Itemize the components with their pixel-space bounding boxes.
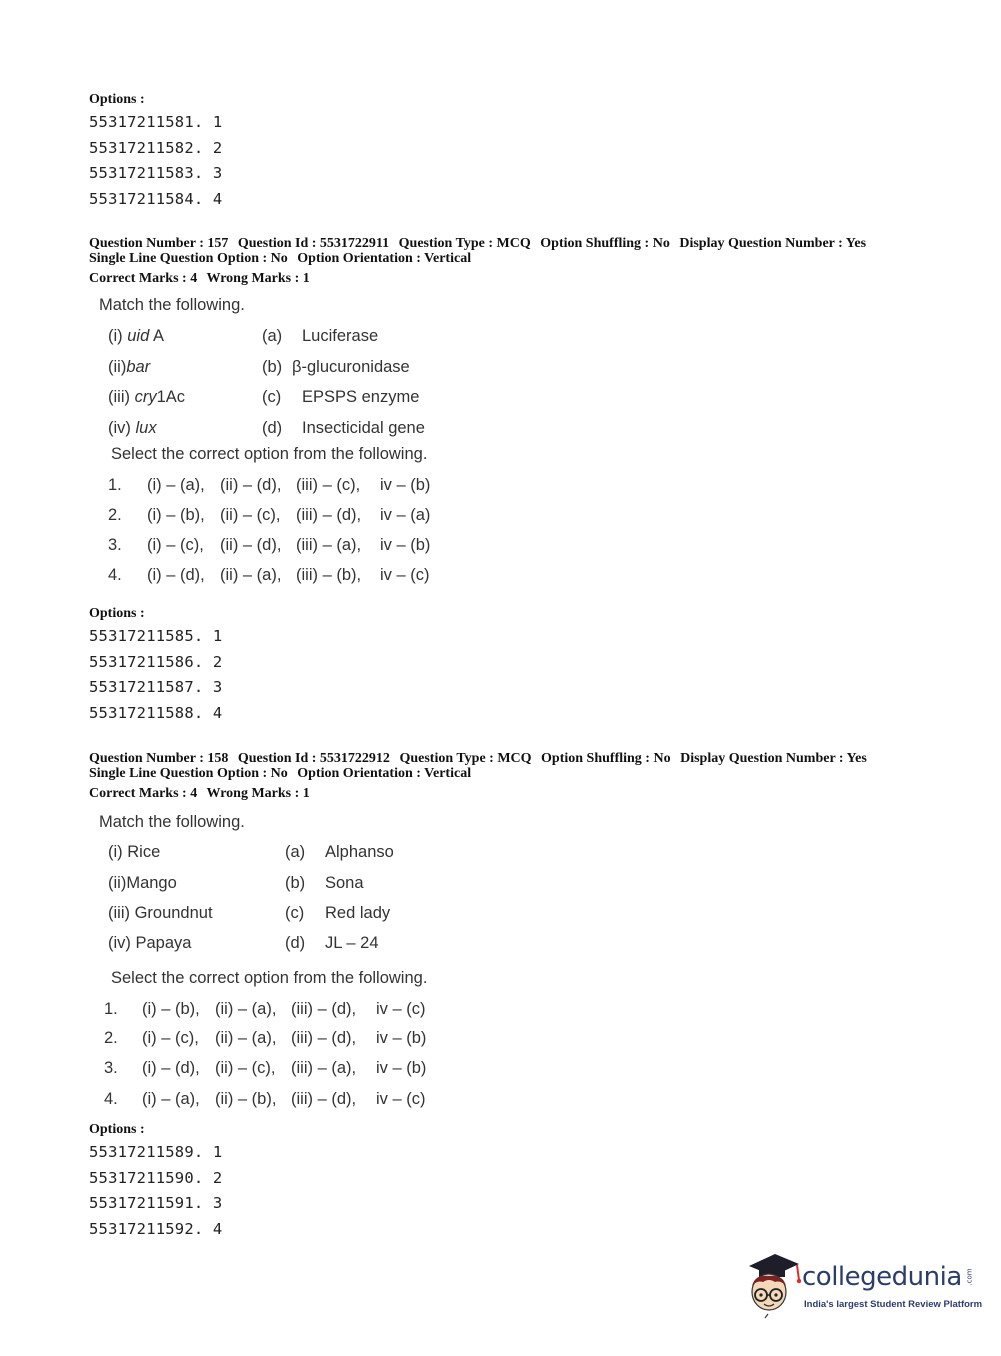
question-heading: Match the following. bbox=[99, 296, 245, 314]
answer-part: iv – (c) bbox=[376, 1090, 426, 1108]
marks-line bbox=[89, 786, 867, 801]
option-shuffling: Option Shuffling : No bbox=[541, 751, 671, 766]
meta-line-1 bbox=[89, 751, 867, 766]
correct-marks: Correct Marks : 4 bbox=[89, 271, 198, 286]
answer-part: (i) – (d), bbox=[147, 566, 205, 584]
meta-line-2 bbox=[89, 766, 867, 781]
answer-part: iv – (b) bbox=[380, 476, 431, 494]
meta-line-2 bbox=[89, 251, 866, 266]
options-list bbox=[89, 110, 222, 212]
correct-marks: Correct Marks : 4 bbox=[89, 786, 198, 801]
question-id: Question Id : 5531722912 bbox=[237, 751, 390, 766]
match-left-item: (iv) lux bbox=[108, 419, 157, 437]
match-right-letter: (a) bbox=[285, 843, 306, 861]
answer-number: 4. bbox=[104, 1090, 118, 1108]
question-157-options bbox=[89, 606, 222, 726]
options-label: Options : bbox=[89, 1122, 145, 1137]
answer-part: (i) – (a), bbox=[142, 1090, 200, 1108]
match-left-item: (ii)bar bbox=[108, 358, 151, 376]
mascot-icon bbox=[741, 1250, 801, 1320]
single-line-option: Single Line Question Option : No bbox=[89, 251, 288, 266]
question-id: Question Id : 5531722911 bbox=[237, 236, 390, 251]
display-question-number: Display Question Number : Yes bbox=[679, 236, 867, 251]
collegedunia-logo[interactable] bbox=[741, 1250, 983, 1320]
answer-part: (i) – (d), bbox=[142, 1059, 200, 1077]
answer-part: (i) – (b), bbox=[147, 506, 205, 524]
answer-part: (ii) – (b), bbox=[215, 1090, 277, 1108]
answer-part: (i) – (a), bbox=[147, 476, 205, 494]
option-item: 55317211588. 4 bbox=[89, 703, 223, 722]
display-question-number: Display Question Number : Yes bbox=[680, 751, 867, 766]
question-number: Question Number : 158 bbox=[89, 751, 229, 766]
question-158-meta bbox=[89, 751, 867, 801]
match-right-item: Luciferase bbox=[302, 327, 379, 345]
prev-options bbox=[89, 92, 222, 212]
match-right-item: Alphanso bbox=[325, 843, 394, 861]
answer-number: 1. bbox=[104, 1000, 118, 1018]
option-item: 55317211581. 1 bbox=[89, 113, 223, 131]
option-item: 55317211590. 2 bbox=[89, 1168, 223, 1187]
answer-part: (ii) – (a), bbox=[215, 1029, 277, 1047]
answer-number: 2. bbox=[104, 1029, 118, 1047]
match-left-item: (i) uid A bbox=[108, 327, 164, 345]
question-157-meta bbox=[89, 236, 866, 286]
option-item: 55317211587. 3 bbox=[89, 678, 223, 696]
answer-part: (iii) – (d), bbox=[291, 1090, 357, 1108]
option-item: 55317211591. 3 bbox=[89, 1194, 223, 1212]
question-158-options bbox=[89, 1122, 222, 1242]
answer-part: (i) – (c), bbox=[142, 1029, 199, 1047]
option-item: 55317211583. 3 bbox=[89, 164, 223, 182]
options-label: Options : bbox=[89, 606, 145, 621]
logo-tagline: India's largest Student Review Platform bbox=[804, 1299, 983, 1310]
options-list bbox=[89, 624, 222, 726]
marks-line bbox=[89, 271, 866, 286]
option-shuffling: Option Shuffling : No bbox=[540, 236, 670, 251]
option-item: 55317211586. 2 bbox=[89, 652, 223, 671]
match-right-item: Red lady bbox=[325, 904, 391, 922]
answer-number: 4. bbox=[108, 566, 122, 584]
question-number: Question Number : 157 bbox=[89, 236, 229, 251]
match-right-letter: (b) bbox=[285, 874, 306, 892]
answer-number: 2. bbox=[108, 506, 122, 524]
options-list bbox=[89, 1140, 222, 1242]
meta-line-1 bbox=[89, 236, 866, 251]
match-left-item: (ii)Mango bbox=[108, 874, 177, 892]
options-label: Options : bbox=[89, 92, 145, 107]
match-left-item: (iii) Groundnut bbox=[108, 904, 213, 922]
option-item: 55317211584. 4 bbox=[89, 189, 223, 208]
option-item: 55317211585. 1 bbox=[89, 627, 223, 645]
logo-suffix: .com bbox=[965, 1268, 974, 1286]
answer-part: (iii) – (a), bbox=[291, 1059, 357, 1077]
answer-part: (iii) – (d), bbox=[291, 1000, 357, 1018]
match-right-letter: (c) bbox=[262, 388, 282, 406]
answer-part: iv – (c) bbox=[380, 566, 430, 584]
answer-number: 1. bbox=[108, 476, 122, 494]
option-item: 55317211592. 4 bbox=[89, 1219, 223, 1238]
match-left-item: (iv) Papaya bbox=[108, 934, 192, 952]
answer-part: iv – (c) bbox=[376, 1000, 426, 1018]
single-line-option: Single Line Question Option : No bbox=[89, 766, 288, 781]
answer-part: (ii) – (d), bbox=[220, 476, 282, 494]
wrong-marks: Wrong Marks : 1 bbox=[206, 786, 310, 801]
option-orientation: Option Orientation : Vertical bbox=[297, 766, 472, 781]
wrong-marks: Wrong Marks : 1 bbox=[206, 271, 310, 286]
answer-part: (ii) – (c), bbox=[215, 1059, 276, 1077]
answer-part: (ii) – (a), bbox=[215, 1000, 277, 1018]
answer-part: (ii) – (a), bbox=[220, 566, 282, 584]
question-heading: Match the following. bbox=[99, 813, 245, 831]
answer-part: (iii) – (a), bbox=[296, 536, 362, 554]
match-right-item: Sona bbox=[325, 874, 364, 892]
answer-part: (iii) – (b), bbox=[296, 566, 362, 584]
answer-number: 3. bbox=[104, 1059, 118, 1077]
answer-part: (iii) – (d), bbox=[291, 1029, 357, 1047]
answer-number: 3. bbox=[108, 536, 122, 554]
match-right-letter: (d) bbox=[285, 934, 306, 952]
answer-part: iv – (b) bbox=[380, 536, 431, 554]
answer-part: (iii) – (c), bbox=[296, 476, 361, 494]
answer-part: (iii) – (d), bbox=[296, 506, 362, 524]
match-left-item: (iii) cry1Ac bbox=[108, 388, 186, 406]
select-instruction: Select the correct option from the following. bbox=[111, 969, 428, 987]
select-instruction: Select the correct option from the following. bbox=[111, 445, 428, 463]
answer-part: iv – (b) bbox=[376, 1029, 427, 1047]
match-right-item: Insecticidal gene bbox=[302, 419, 425, 437]
answer-part: iv – (a) bbox=[380, 506, 431, 524]
answer-part: (ii) – (c), bbox=[220, 506, 281, 524]
option-item: 55317211589. 1 bbox=[89, 1143, 223, 1161]
match-left-item: (i) Rice bbox=[108, 843, 161, 861]
match-right-letter: (a) bbox=[262, 327, 283, 345]
answer-part: iv – (b) bbox=[376, 1059, 427, 1077]
answer-part: (i) – (c), bbox=[147, 536, 204, 554]
answer-part: (ii) – (d), bbox=[220, 536, 282, 554]
answer-part: (i) – (b), bbox=[142, 1000, 200, 1018]
logo-wordmark: collegedunia bbox=[802, 1262, 962, 1292]
match-right-letter: (b) bbox=[262, 358, 283, 376]
question-type: Question Type : MCQ bbox=[399, 751, 532, 766]
option-orientation: Option Orientation : Vertical bbox=[297, 251, 472, 266]
match-right-item: β-glucuronidase bbox=[292, 358, 410, 376]
match-right-item: JL – 24 bbox=[325, 934, 379, 952]
match-right-item: EPSPS enzyme bbox=[302, 388, 420, 406]
match-right-letter: (c) bbox=[285, 904, 305, 922]
match-right-letter: (d) bbox=[262, 419, 283, 437]
question-type: Question Type : MCQ bbox=[398, 236, 531, 251]
option-item: 55317211582. 2 bbox=[89, 138, 223, 157]
